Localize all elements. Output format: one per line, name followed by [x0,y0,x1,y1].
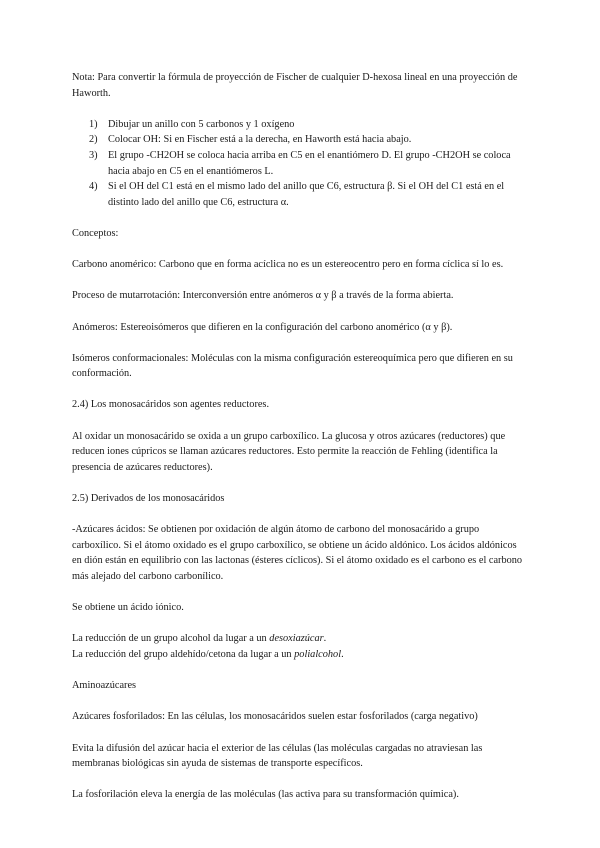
desoxiazucar-term: desoxiazúcar [269,633,324,645]
mutarrotacion-paragraph: Proceso de mutarrotación: Interconversión entre anómeros α y β a través de la forma abierta. [72,290,454,302]
note-paragraph: Nota: Para convertir la fórmula de proyección de Fischer de cualquier D-hexosa lineal en una proyección de Haworth. [72,72,518,99]
fosforilacion-paragraph: La fosforilación eleva la energía de las moléculas (las activa para su transformación química). [72,789,459,801]
list-item-text: Colocar OH: Si en Fischer está a la derecha, en Haworth está hacia abajo. [108,134,412,146]
isomeros-conformacionales-paragraph: Isómeros conformacionales: Moléculas con la misma configuración estereoquímica pero que difieren en su conformación. [72,352,513,380]
polialcohol-term: polialcohol [294,648,342,660]
section-2-5-heading: 2.5) Derivados de los monosacáridos [72,493,225,505]
list-item [72,117,524,133]
difusion-paragraph: Evita la difusión del azúcar hacia el exterior de las células (las moléculas cargadas no atraviesan las membranas biológicas sin ayuda de sistemas de transporte específicos. [72,742,483,770]
reduccion-alcohol-text: La reducción de un grupo alcohol da lugar a un [72,633,270,645]
list-item [72,179,524,210]
reduccion-alcohol-end: . [323,633,327,645]
steps-list [72,117,524,211]
section-2-4-body: Al oxidar un monosacárido se oxida a un grupo carboxílico. La glucosa y otros azúcares (reductores) que reducen iones cúpricos se llaman azúcares reductores. Esto permite la reacción de Fehling (identifica la presencia de azúcares reductores). [72,430,506,473]
list-item-number: 4) [89,181,98,193]
fosforilados-paragraph: Azúcares fosforilados: En las células, los monosacáridos suelen estar fosforilados (carga negativo) [72,711,478,723]
list-item-number: 2) [89,134,98,146]
reduccion-aldehido-end: . [341,648,344,660]
list-item-text: Dibujar un anillo con 5 carbonos y 1 oxígeno [108,118,295,130]
list-item-text: El grupo -CH2OH se coloca hacia arriba en C5 en el enantiómero D. El grupo -CH2OH se coloca hacia abajo en C5 en el enantiómeros L. [108,149,511,177]
reduccion-aldehido-text: La reducción del grupo aldehído/cetona da lugar a un [72,648,295,660]
list-item-number: 3) [89,149,98,161]
list-item-number: 1) [89,118,98,130]
list-item-text: Si el OH del C1 está en el mismo lado del anillo que C6, estructura β. Si el OH del C1 está en el distinto lado del anillo que C6, estructura α. [108,181,505,208]
anomeros-paragraph: Anómeros: Estereoisómeros que difieren en la configuración del carbono anomérico (α y β). [72,321,453,333]
section-2-4-heading: 2.4) Los monosacáridos son agentes reductores. [72,399,270,411]
acido-ionico-paragraph: Se obtiene un ácido iónico. [72,602,184,614]
conceptos-heading: Conceptos: [72,227,119,239]
aminoazucares-heading: Aminoazúcares [72,680,137,692]
list-item [72,148,524,179]
reduccion-aldehido-line [72,647,524,663]
carbono-anomerico-paragraph: Carbono anomérico: Carbono que en forma acíclica no es un estereocentro pero en forma cíclica sí lo es. [72,259,504,271]
azucares-acidos-paragraph: -Azúcares ácidos: Se obtienen por oxidación de algún átomo de carbono del monosacárido a grupo carboxílico. Si el átomo oxidado es el grupo carboxílico, se obtiene un ácido aldónico. Los ácidos aldónicos en dión están en equilibrio con las lactonas (ésteres cíclicos). Si el átomo oxidado es el carbono es el carbono más alejado del carbono carbonílico. [72,524,523,582]
reduccion-alcohol-line [72,631,524,647]
list-item [72,132,524,148]
document-page [72,70,524,803]
